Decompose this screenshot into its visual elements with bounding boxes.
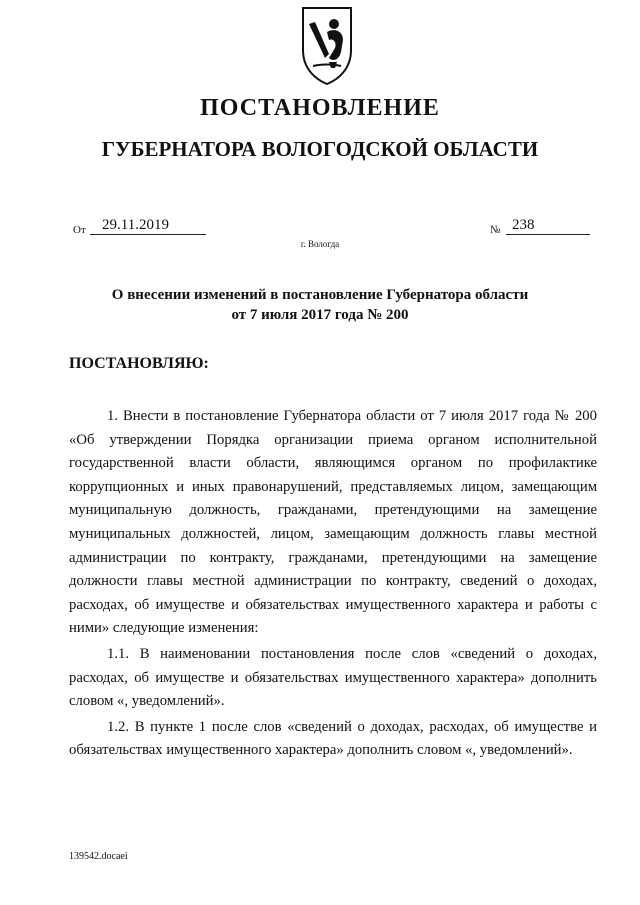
- document-subject: [0, 285, 640, 325]
- page-subtitle: ГУБЕРНАТОРА ВОЛОГОДСКОЙ ОБЛАСТИ: [101, 137, 539, 161]
- number-label: №: [490, 224, 501, 236]
- subject-line-1: О внесении изменений в постановление Губернатора области: [111, 287, 529, 303]
- document-number: 238: [506, 217, 590, 235]
- file-id: 139542.docaei: [69, 851, 128, 862]
- city-label: г. Вологда: [300, 239, 340, 249]
- decree-heading: ПОСТАНОВЛЯЮ:: [69, 355, 209, 372]
- document-date: 29.11.2019: [90, 217, 206, 235]
- vologda-coat-of-arms-icon: [299, 4, 355, 86]
- paragraph-1: 1. Внести в постановление Губернатора области от 7 июля 2017 года № 200 «Об утверждении Порядка организации приема органом исполнительной государственной власти области, являющимся органом по профилактике коррупционных и иных правонарушений, представляемых лицом, замещающим муниципальную должность, гражданами, претендующими на замещение муниципальных должностей, лицом, замещающим должность главы местной администрации по контракту, гражданами, претендующими на замещение должности главы местной администрации по контракту, сведений о доходах, расходах, об имуществе и обязательствах имущественного характера и работы с ними» следующие изменения:: [69, 408, 597, 637]
- subject-line-2: от 7 июля 2017 года № 200: [231, 307, 409, 323]
- document-body: [69, 405, 597, 763]
- page-title: ПОСТАНОВЛЕНИЕ: [200, 95, 440, 121]
- paragraph-1-1: 1.1. В наименовании постановления после слов «сведений о доходах, расходах, об имуществе и обязательствах имущественного характера» дополнить словом «, уведомлений».: [69, 645, 597, 710]
- date-label: От: [73, 224, 86, 236]
- paragraph-1-2: 1.2. В пункте 1 после слов «сведений о доходах, расходах, об имуществе и обязательствах имущественного характера» дополнить словом «, уведомлений».: [69, 718, 597, 759]
